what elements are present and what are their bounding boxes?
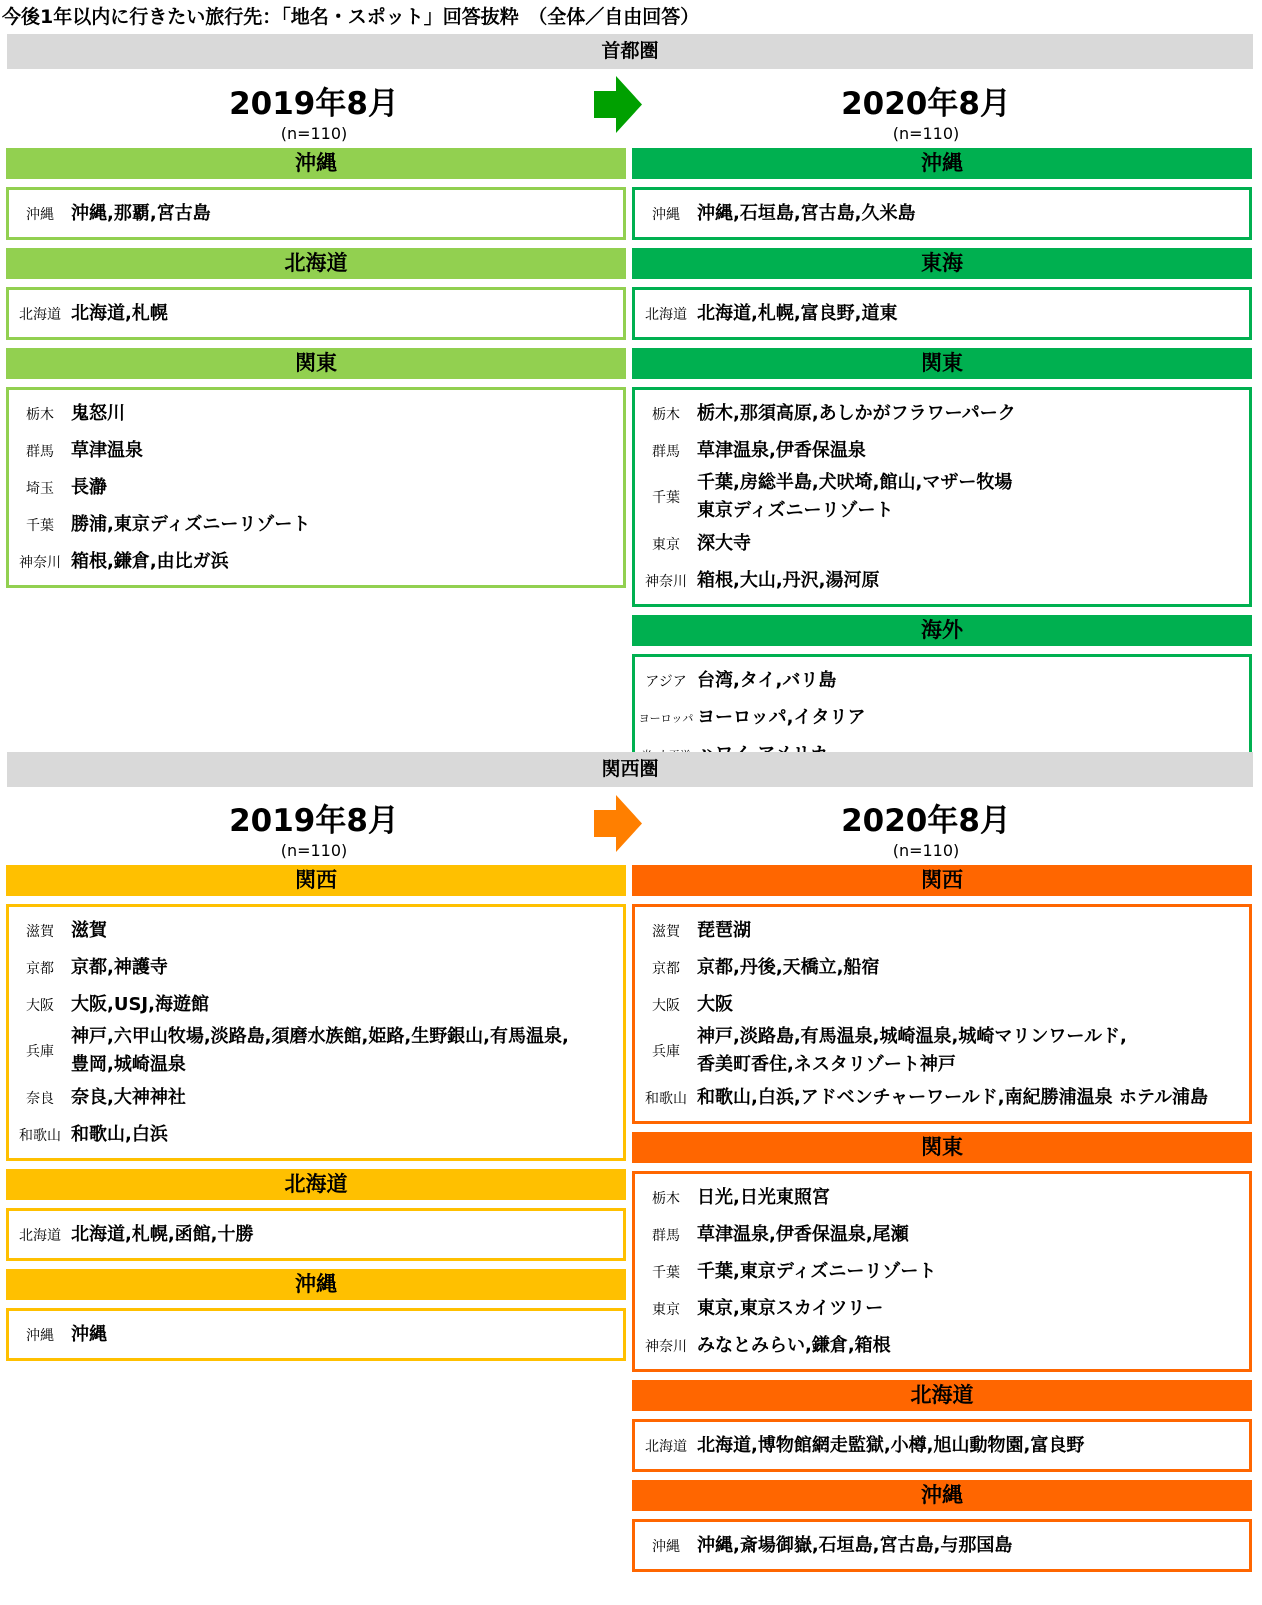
list-item	[9, 543, 623, 580]
list-item	[635, 949, 1249, 986]
place-names: 大阪	[697, 993, 733, 1015]
prefecture-label: 千葉	[652, 490, 680, 506]
year-label-2020-shutoken: 2020年8月	[841, 86, 1011, 122]
section-band-kansai: 関西圏	[7, 752, 1253, 787]
place-names: 東京,東京スカイツリー	[697, 1297, 884, 1319]
prefecture-label: 滋賀	[652, 923, 680, 940]
place-names: 箱根,大山,丹沢,湯河原	[697, 569, 880, 591]
place-names: 台湾,タイ,バリ島	[697, 669, 837, 691]
place-names: 和歌山,白浜	[71, 1123, 168, 1145]
place-names: 奈良,大神神社	[71, 1086, 186, 1108]
place-names: 京都,丹後,天橋立,船宿	[697, 956, 880, 978]
list-item	[9, 395, 623, 432]
list-item	[635, 525, 1249, 562]
prefecture-label: 東京	[652, 536, 680, 553]
prefecture-label: 神奈川	[645, 573, 687, 590]
region-box	[632, 1171, 1252, 1372]
sample-size-2020-kansai: (n=110)	[892, 841, 960, 860]
prefecture-label: 京都	[652, 960, 680, 977]
list-item	[635, 1327, 1249, 1364]
prefecture-label: 滋賀	[26, 923, 54, 940]
region-header: 関東	[632, 1132, 1252, 1163]
place-names: 日光,日光東照宮	[697, 1186, 830, 1208]
prefecture-label: 和歌山	[19, 1127, 61, 1144]
region-header: 東海	[632, 248, 1252, 279]
region-box	[6, 287, 626, 340]
region-header: 北海道	[6, 1169, 626, 1200]
list-item	[635, 562, 1249, 599]
region-box	[632, 904, 1252, 1124]
prefecture-label: アジア	[645, 673, 687, 690]
region-box	[632, 287, 1252, 340]
place-names: 千葉,東京ディズニーリゾート	[697, 1260, 937, 1282]
region-header: 沖縄	[6, 148, 626, 179]
prefecture-label: 群馬	[652, 1227, 680, 1244]
place-names: 滋賀	[71, 919, 107, 941]
column-2019-kansai	[6, 865, 626, 1369]
column-2020-shutoken	[632, 148, 1252, 789]
region-header: 関東	[632, 348, 1252, 379]
prefecture-label: 京都	[26, 960, 54, 977]
region-header: 関西	[632, 865, 1252, 896]
list-item	[635, 469, 1249, 525]
region-header: 関西	[6, 865, 626, 896]
region-header: 沖縄	[632, 1480, 1252, 1511]
column-2020-kansai	[632, 865, 1252, 1580]
list-item	[635, 432, 1249, 469]
list-item	[9, 1316, 623, 1353]
region-box	[632, 1519, 1252, 1572]
prefecture-label: 東京	[652, 1301, 680, 1318]
region-box	[6, 387, 626, 588]
region-header: 関東	[6, 348, 626, 379]
list-item	[635, 1179, 1249, 1216]
prefecture-label: 栃木	[652, 406, 680, 423]
prefecture-label: 神奈川	[19, 554, 61, 571]
place-names: 神戸,淡路島,有馬温泉,城崎温泉,城崎マリンワールド, 香美町香住,ネスタリゾート神戸	[697, 1026, 1127, 1075]
prefecture-label: 沖縄	[652, 1538, 680, 1555]
place-names: ヨーロッパ,イタリア	[697, 706, 866, 728]
right-arrow-icon	[594, 76, 642, 133]
prefecture-label: 千葉	[652, 1264, 680, 1281]
region-box	[6, 1208, 626, 1261]
sample-size-2019-kansai: (n=110)	[280, 841, 348, 860]
sample-size-2020-shutoken: (n=110)	[892, 124, 960, 143]
prefecture-label: 千葉	[26, 517, 54, 534]
list-item	[635, 662, 1249, 699]
prefecture-label: 奈良	[26, 1090, 54, 1107]
prefecture-label: 栃木	[26, 406, 54, 423]
place-names: 京都,神護寺	[71, 956, 168, 978]
sample-size-2019-shutoken: (n=110)	[280, 124, 348, 143]
list-item	[9, 432, 623, 469]
list-item	[635, 1079, 1249, 1116]
place-names: 鬼怒川	[71, 402, 125, 424]
place-names: 沖縄,石垣島,宮古島,久米島	[697, 202, 916, 224]
place-names: 沖縄,斎場御嶽,石垣島,宮古島,与那国島	[697, 1534, 1013, 1556]
list-item	[9, 195, 623, 232]
prefecture-label: 栃木	[652, 1190, 680, 1207]
place-names: 千葉,房総半島,犬吠埼,館山,マザー牧場 東京ディズニーリゾート	[697, 472, 1013, 521]
place-names: 長瀞	[71, 476, 107, 498]
list-item	[9, 1216, 623, 1253]
place-names: 大阪,USJ,海遊館	[71, 993, 209, 1015]
prefecture-label: 沖縄	[26, 1327, 54, 1344]
place-names: 沖縄	[71, 1323, 107, 1345]
list-item	[635, 912, 1249, 949]
list-item	[635, 395, 1249, 432]
prefecture-label: 大阪	[26, 997, 54, 1014]
place-names: 深大寺	[697, 532, 751, 554]
list-item	[9, 1079, 623, 1116]
place-names: 草津温泉,伊香保温泉,尾瀬	[697, 1223, 909, 1245]
prefecture-label: 群馬	[652, 443, 680, 460]
list-item	[9, 1116, 623, 1153]
page-title: 今後1年以内に行きたい旅行先：「地名・スポット」回答抜粋 （全体／自由回答）	[2, 6, 700, 28]
region-box	[632, 387, 1252, 607]
list-item	[635, 295, 1249, 332]
year-label-2019-shutoken: 2019年8月	[229, 86, 399, 122]
region-header: 沖縄	[632, 148, 1252, 179]
region-box	[6, 1308, 626, 1361]
list-item	[635, 195, 1249, 232]
section-band-shutoken: 首都圏	[7, 34, 1253, 69]
list-item	[9, 469, 623, 506]
place-names: 勝浦,東京ディズニーリゾート	[71, 513, 311, 535]
list-item	[9, 949, 623, 986]
list-item	[635, 699, 1249, 736]
region-header: 北海道	[632, 1380, 1252, 1411]
region-box	[632, 1419, 1252, 1472]
column-2019-shutoken	[6, 148, 626, 596]
region-header: 海外	[632, 615, 1252, 646]
place-names: 草津温泉	[71, 439, 143, 461]
list-item	[635, 986, 1249, 1023]
region-box	[632, 187, 1252, 240]
prefecture-label: 群馬	[26, 443, 54, 460]
prefecture-label: 兵庫	[26, 1044, 54, 1060]
prefecture-label: 北海道	[19, 1227, 61, 1244]
list-item	[9, 912, 623, 949]
prefecture-label: 神奈川	[645, 1338, 687, 1355]
prefecture-label: 北海道	[645, 1438, 687, 1455]
prefecture-label: 和歌山	[645, 1090, 687, 1107]
list-item	[9, 986, 623, 1023]
list-item	[9, 1023, 623, 1079]
year-label-2020-kansai: 2020年8月	[841, 803, 1011, 839]
list-item	[635, 1023, 1249, 1079]
place-names: 北海道,札幌,函館,十勝	[71, 1223, 254, 1245]
place-names: みなとみらい,鎌倉,箱根	[697, 1334, 891, 1356]
place-names: 草津温泉,伊香保温泉	[697, 439, 866, 461]
region-header: 沖縄	[6, 1269, 626, 1300]
place-names: 北海道,札幌	[71, 302, 168, 324]
place-names: 沖縄,那覇,宮古島	[71, 202, 211, 224]
place-names: 栃木,那須高原,あしかがフラワーパーク	[697, 402, 1016, 424]
region-box	[6, 187, 626, 240]
list-item	[635, 1527, 1249, 1564]
list-item	[635, 1253, 1249, 1290]
year-label-2019-kansai: 2019年8月	[229, 803, 399, 839]
region-header: 北海道	[6, 248, 626, 279]
region-box	[6, 904, 626, 1161]
place-names: 神戸,六甲山牧場,淡路島,須磨水族館,姫路,生野銀山,有馬温泉, 豊岡,城崎温泉	[71, 1026, 569, 1075]
place-names: 琵琶湖	[697, 919, 751, 941]
list-item	[635, 1216, 1249, 1253]
prefecture-label: 大阪	[652, 997, 680, 1014]
prefecture-label: 北海道	[19, 306, 61, 323]
prefecture-label: 北海道	[645, 306, 687, 323]
list-item	[9, 295, 623, 332]
place-names: 北海道,札幌,富良野,道東	[697, 302, 898, 324]
list-item	[635, 1427, 1249, 1464]
list-item	[635, 1290, 1249, 1327]
prefecture-label: 兵庫	[652, 1044, 680, 1060]
list-item	[9, 506, 623, 543]
prefecture-label: 埼玉	[26, 480, 54, 497]
prefecture-label: 沖縄	[652, 206, 680, 223]
place-names: 和歌山,白浜,アドベンチャーワールド,南紀勝浦温泉 ホテル浦島	[697, 1086, 1208, 1108]
prefecture-label: ヨーロッパ	[638, 711, 694, 725]
place-names: 北海道,博物館網走監獄,小樽,旭山動物園,富良野	[697, 1434, 1085, 1456]
place-names: 箱根,鎌倉,由比ガ浜	[71, 550, 229, 572]
prefecture-label: 沖縄	[26, 206, 54, 223]
right-arrow-icon	[594, 795, 642, 852]
